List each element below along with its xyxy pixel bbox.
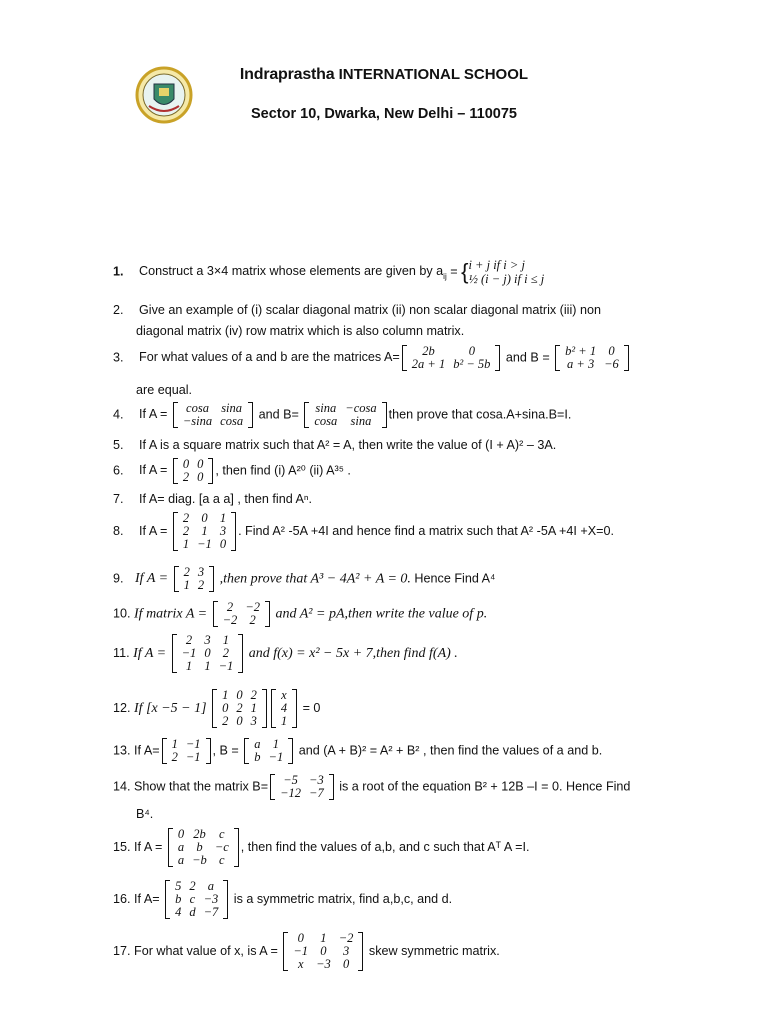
matrix-cell: 3 xyxy=(204,633,211,647)
matrix-cell: 2 xyxy=(249,613,256,627)
question-text: If A = xyxy=(134,839,166,854)
question-number: 15. xyxy=(113,839,131,854)
question-2-cont: diagonal matrix (iv) row matrix which is also column matrix. xyxy=(136,324,465,338)
question-6 xyxy=(113,458,351,484)
question-text: and f(x) = x² − 5x + 7,then find f(A) . xyxy=(245,645,458,661)
question-text: If A = xyxy=(139,523,171,538)
school-address: Sector 10, Dwarka, New Delhi – 110075 xyxy=(251,106,517,122)
question-number: 16. xyxy=(113,891,131,906)
matrix-cell: b xyxy=(175,892,182,906)
matrix-table xyxy=(219,601,264,627)
question-number: 9. xyxy=(113,571,124,586)
matrix-q10A xyxy=(213,601,270,627)
question-number: 6. xyxy=(113,463,124,478)
question-2 xyxy=(113,302,601,318)
matrix-cell: 0 xyxy=(197,457,204,471)
matrix-cell: 0 xyxy=(342,957,350,971)
matrix-cell: 2 xyxy=(197,578,205,592)
matrix-cell: 0 xyxy=(201,511,208,525)
matrix-cell: sina xyxy=(350,414,372,428)
matrix-cell: 1 xyxy=(250,701,257,715)
question-text: and (A + B)² = A² + B² , then find the values of a and b. xyxy=(295,743,603,758)
matrix-cell: −1 xyxy=(181,646,197,660)
matrix-cell: 2 xyxy=(250,688,257,702)
matrix-cell: c xyxy=(189,892,196,906)
matrix-cell: 1 xyxy=(219,511,227,525)
matrix-table xyxy=(276,774,328,800)
subscript: ij xyxy=(443,271,447,281)
matrix-row xyxy=(174,854,233,867)
matrix-cell: 4 xyxy=(175,905,182,919)
question-text: If A= xyxy=(134,743,160,758)
matrix-cell: b xyxy=(196,840,203,854)
matrix-row xyxy=(276,787,328,800)
matrix-cell: −1 xyxy=(197,537,212,551)
matrix-cell: −1 xyxy=(185,750,201,764)
school-brand: Indraprastha xyxy=(239,66,335,83)
question-number: 13. xyxy=(113,743,131,758)
question-text: . Find A² -5A +4I and hence find a matrix such that A² -5A +4I +X=0. xyxy=(238,523,614,538)
matrix-table xyxy=(179,512,230,551)
matrix-cell: 0 xyxy=(204,646,211,660)
matrix-row xyxy=(561,358,623,371)
matrix-cell: 2a + 1 xyxy=(411,357,446,371)
matrix-cell: −sina xyxy=(182,414,213,428)
matrix-q9A xyxy=(174,566,215,592)
matrix-table xyxy=(179,458,208,484)
matrix-q3B xyxy=(555,345,629,371)
matrix-cell: 0 xyxy=(236,714,243,728)
matrix-q3A xyxy=(402,345,501,371)
matrix-cell: 2 xyxy=(189,879,196,893)
matrix-cell: 3 xyxy=(342,944,350,958)
matrix-cell: 2 xyxy=(226,600,234,614)
school-name xyxy=(0,66,768,84)
question-text: is a symmetric matrix, find a,b,c, and d. xyxy=(230,891,453,906)
question-number: 2. xyxy=(113,303,124,317)
matrix-cell: 2b xyxy=(193,827,206,841)
matrix-table xyxy=(250,738,287,764)
matrix-cell: 1 xyxy=(222,688,229,702)
matrix-row xyxy=(310,415,380,428)
matrix-q4B xyxy=(304,402,386,428)
matrix-cell: a xyxy=(177,853,185,867)
question-17 xyxy=(113,932,500,971)
question-1: 1. Construct a 3×4 matrix whose elements are given by $a_{ij} = \{i + j$ if i > j ½ (i − j) if i ≤ j xyxy=(113,258,545,286)
school-suffix: INTERNATIONAL SCHOOL xyxy=(338,66,529,83)
matrix-cell: 0 xyxy=(468,344,475,358)
matrix-cell: x xyxy=(281,688,287,702)
question-text: Show that the matrix B= xyxy=(134,779,269,794)
equals: = xyxy=(446,264,458,279)
matrix-cell: −b xyxy=(192,853,207,867)
matrix-table xyxy=(218,689,261,728)
question-text: If A= diag. [a a a] , then find Aⁿ. xyxy=(139,492,312,506)
question-15 xyxy=(113,828,529,867)
matrix-cell: −7 xyxy=(309,786,324,800)
matrix-q12V xyxy=(271,689,297,728)
matrix-cell: a xyxy=(207,879,215,893)
question-number: 10. xyxy=(113,606,131,621)
matrix-cell: 3 xyxy=(219,524,227,538)
matrix-q11A xyxy=(172,634,244,673)
question-text: If A = xyxy=(135,571,172,587)
question-10 xyxy=(113,601,487,627)
question-text: and B = xyxy=(502,350,554,365)
matrix-row xyxy=(171,906,222,919)
matrix-cell: 0 xyxy=(197,470,204,484)
matrix-q17A xyxy=(283,932,363,971)
matrix-cell: 2 xyxy=(182,524,190,538)
question-number: 12. xyxy=(113,700,131,715)
question-text: For what value of x, is A = xyxy=(134,943,282,958)
matrix-row xyxy=(179,415,247,428)
matrix-table xyxy=(171,880,222,919)
matrix-table xyxy=(179,402,247,428)
matrix-cell: −3 xyxy=(316,957,331,971)
question-text: Hence Find A⁴ xyxy=(410,571,496,586)
matrix-cell: 0 xyxy=(219,537,227,551)
matrix-cell: −6 xyxy=(604,357,619,371)
matrix-cell: cosa xyxy=(220,414,244,428)
matrix-cell: 1 xyxy=(171,737,178,751)
matrix-row xyxy=(179,538,230,551)
matrix-cell: b² + 1 xyxy=(565,344,597,358)
matrix-cell: −cosa xyxy=(345,401,377,415)
question-text: Give an example of (i) scalar diagonal matrix (ii) non scalar diagonal matrix (iii) non xyxy=(139,303,601,317)
matrix-cell: 0 xyxy=(608,344,615,358)
matrix-row xyxy=(289,958,357,971)
matrix-cell: b² − 5b xyxy=(453,357,491,371)
matrix-cell: c xyxy=(219,827,225,841)
question-number: 17. xyxy=(113,943,131,958)
matrix-cell: 2 xyxy=(171,750,178,764)
matrix-q16A xyxy=(165,880,228,919)
matrix-table xyxy=(408,345,495,371)
matrix-cell: −3 xyxy=(203,892,219,906)
matrix-row xyxy=(218,715,261,728)
question-11 xyxy=(113,634,458,673)
question-number: 1. xyxy=(113,264,124,279)
matrix-cell: 1 xyxy=(272,737,279,751)
matrix-cell: a xyxy=(254,737,261,751)
matrix-cell: −12 xyxy=(280,786,302,800)
matrix-q14B xyxy=(270,774,334,800)
question-12 xyxy=(113,689,320,728)
matrix-q8A xyxy=(173,512,236,551)
matrix-row xyxy=(168,751,205,764)
question-text: , B = xyxy=(212,743,243,758)
matrix-table xyxy=(289,932,357,971)
question-8 xyxy=(113,512,614,551)
question-text: If A = xyxy=(139,407,171,422)
matrix-table xyxy=(174,828,233,867)
matrix-cell: a + 3 xyxy=(567,357,595,371)
matrix-cell: 0 xyxy=(177,827,185,841)
matrix-table xyxy=(168,738,205,764)
matrix-row xyxy=(180,579,209,592)
matrix-table xyxy=(178,634,238,673)
question-number: 5. xyxy=(113,438,124,452)
question-text: If matrix A = xyxy=(134,606,211,622)
case-1: i + j if i > j xyxy=(468,258,525,272)
matrix-row xyxy=(179,471,208,484)
question-3 xyxy=(113,345,631,371)
question-text: If A is a square matrix such that A² = A, then write the value of (I + A)² – 3A. xyxy=(139,438,557,452)
matrix-cell: 1 xyxy=(222,633,230,647)
matrix-q13A xyxy=(162,738,211,764)
matrix-row xyxy=(178,660,238,673)
question-text: If A = xyxy=(139,463,171,478)
matrix-row xyxy=(250,751,287,764)
question-number: 3. xyxy=(113,350,124,365)
matrix-q15A xyxy=(168,828,239,867)
matrix-cell: 2 xyxy=(222,714,229,728)
matrix-table xyxy=(180,566,209,592)
matrix-q6A xyxy=(173,458,214,484)
question-text: If A= xyxy=(134,891,164,906)
question-text: , then find the values of a,b, and c such that Aᵀ A =I. xyxy=(240,839,530,854)
question-text: and B= xyxy=(255,407,303,422)
matrix-q12M xyxy=(212,689,267,728)
matrix-cell: 0 xyxy=(320,944,327,958)
question-text: is a root of the equation B² + 12B –I = 0. Hence Find xyxy=(335,779,631,794)
matrix-cell: d xyxy=(189,905,196,919)
matrix-cell: 1 xyxy=(320,931,327,945)
matrix-table xyxy=(561,345,623,371)
matrix-cell: −c xyxy=(214,840,229,854)
matrix-cell: 2 xyxy=(182,470,190,484)
question-text: For what values of a and b are the matrices A= xyxy=(139,350,400,365)
question-text: , then find (i) A²⁰ (ii) A³⁵ . xyxy=(215,463,351,478)
matrix-cell: −3 xyxy=(309,773,324,787)
matrix-cell: sina xyxy=(315,401,337,415)
question-9 xyxy=(113,566,495,592)
matrix-cell: −2 xyxy=(245,600,260,614)
matrix-cell: 2 xyxy=(236,701,243,715)
question-13 xyxy=(113,738,602,764)
question-text: skew symmetric matrix. xyxy=(365,943,500,958)
matrix-cell: 0 xyxy=(297,931,304,945)
case-2: ½ (i − j) if i ≤ j xyxy=(468,272,545,286)
matrix-cell: 2 xyxy=(182,511,190,525)
matrix-cell: −5 xyxy=(283,773,298,787)
matrix-cell: b xyxy=(254,750,261,764)
question-text: = 0 xyxy=(299,700,321,715)
question-5 xyxy=(113,437,556,453)
matrix-cell: −1 xyxy=(185,737,201,751)
question-text: Construct a 3×4 matrix whose elements are given by a xyxy=(139,264,444,279)
matrix-cell: x xyxy=(297,957,304,971)
question-text: and A² = pA,then write the value of p. xyxy=(272,606,488,622)
matrix-cell: 0 xyxy=(182,457,190,471)
matrix-cell: 1 xyxy=(185,659,193,673)
matrix-q13B xyxy=(244,738,293,764)
question-number: 4. xyxy=(113,407,124,422)
matrix-cell: 2 xyxy=(185,633,193,647)
matrix-cell: 5 xyxy=(175,879,182,893)
matrix-cell: cosa xyxy=(314,414,338,428)
matrix-cell: c xyxy=(219,853,225,867)
question-number: 14. xyxy=(113,779,131,794)
matrix-cell: 2 xyxy=(222,646,230,660)
matrix-table xyxy=(277,689,291,728)
matrix-cell: 2b xyxy=(422,344,435,358)
matrix-row xyxy=(219,614,264,627)
matrix-cell: 1 xyxy=(204,659,211,673)
question-16 xyxy=(113,880,452,919)
matrix-cell: 2 xyxy=(183,565,190,579)
matrix-q4A xyxy=(173,402,253,428)
matrix-cell: −1 xyxy=(293,944,309,958)
matrix-cell: −1 xyxy=(268,750,284,764)
question-4 xyxy=(113,402,571,428)
piecewise-cases xyxy=(468,258,544,286)
matrix-cell: 1 xyxy=(182,537,190,551)
matrix-cell: 0 xyxy=(222,701,229,715)
matrix-cell: 1 xyxy=(183,578,190,592)
question-number: 7. xyxy=(113,492,124,506)
matrix-row xyxy=(277,715,291,728)
matrix-cell: 4 xyxy=(280,701,288,715)
matrix-cell: 1 xyxy=(201,524,208,538)
matrix-cell: 3 xyxy=(197,565,205,579)
question-text: If [x −5 − 1] xyxy=(134,700,211,716)
matrix-cell: sina xyxy=(221,401,243,415)
matrix-cell: 0 xyxy=(236,688,243,702)
matrix-cell: 3 xyxy=(250,714,257,728)
question-text: then prove that cosa.A+sina.B=I. xyxy=(388,407,572,422)
matrix-cell: cosa xyxy=(186,401,209,415)
question-7 xyxy=(113,491,312,507)
matrix-row xyxy=(408,358,495,371)
matrix-table xyxy=(310,402,380,428)
matrix-cell: −2 xyxy=(222,613,238,627)
question-14 xyxy=(113,774,630,800)
matrix-cell: −1 xyxy=(218,659,234,673)
question-text: If A = xyxy=(133,645,170,661)
question-text: ,then prove that A³ − 4A² + A = 0. xyxy=(216,571,411,587)
question-14-cont: B⁴. xyxy=(136,807,154,821)
matrix-cell: a xyxy=(177,840,185,854)
matrix-cell: 1 xyxy=(280,714,288,728)
matrix-cell: −7 xyxy=(203,905,219,919)
question-3-cont: are equal. xyxy=(136,383,193,397)
question-number: 8. xyxy=(113,523,124,538)
matrix-cell: −2 xyxy=(338,931,354,945)
question-number: 11. xyxy=(113,645,130,660)
